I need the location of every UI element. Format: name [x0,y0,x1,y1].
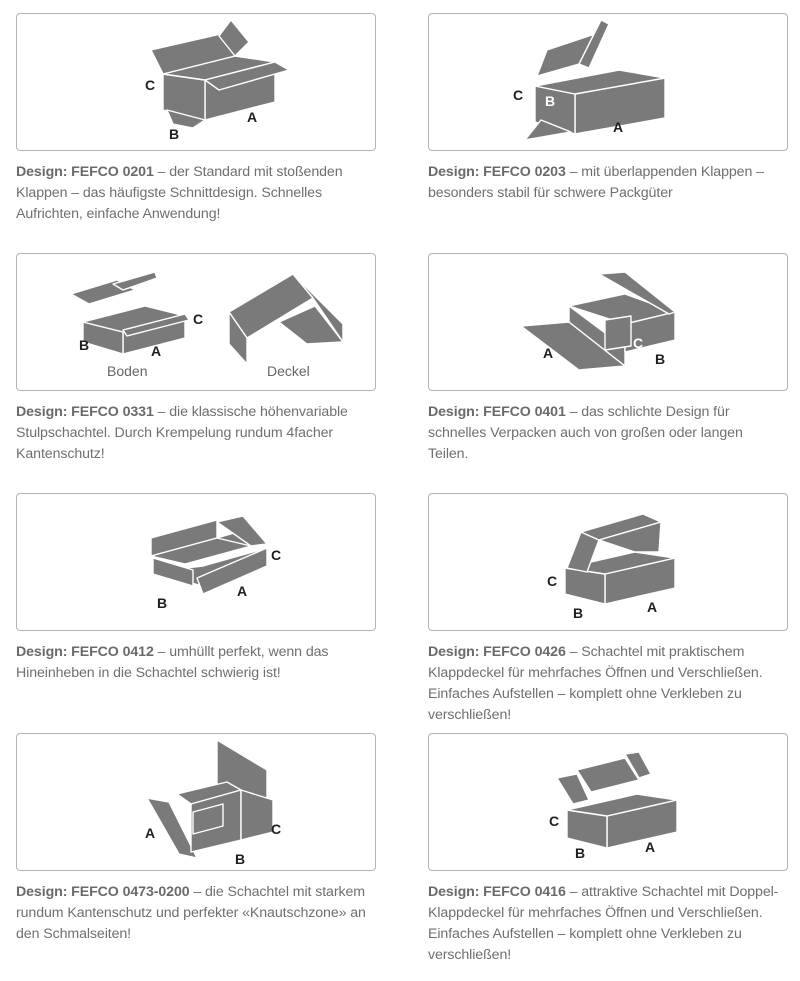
label-a: A [647,599,658,615]
label-c: C [547,573,558,589]
fefco-0203-box-icon [429,14,787,150]
design-text: – umhüllt perfekt, wenn das Hineinheben in die Schachtel schwierig ist! [16,644,329,681]
design-description [428,162,790,204]
design-card-fefco-0201 [16,13,376,225]
design-title: Design: FEFCO 0203 [428,164,566,180]
label-a: A [645,839,656,855]
label-b: B [79,337,90,353]
label-a: A [247,109,258,125]
label-b: B [545,93,556,109]
design-title: Design: FEFCO 0416 [428,884,566,900]
design-text: – mit überlappenden Klappen – besonders stabil für schwere Packgüter [428,164,764,201]
design-text: – Schachtel mit praktischem Klappdeckel für mehrfaches Öffnen und Verschließen. Einfaches Aufstellen – komplett ohne Verkleben zu verschließen! [428,644,763,723]
design-title: Design: FEFCO 0331 [16,404,154,420]
design-text: – der Standard mit stoßenden Klappen – das häufigste Schnittdesign. Schnelles Aufrichten, einfache Anwendung! [16,164,343,222]
design-card-fefco-0401 [428,253,788,465]
design-card-fefco-0412 [16,493,376,684]
fefco-0401-box-icon [429,254,787,390]
label-c: C [633,335,644,351]
label-b: B [655,351,666,367]
label-a: A [151,343,162,359]
design-title: Design: FEFCO 0201 [16,164,154,180]
design-card-fefco-0331 [16,253,376,465]
fefco-0412-box-icon [17,494,375,630]
design-title: Design: FEFCO 0473-0200 [16,884,190,900]
design-title: Design: FEFCO 0426 [428,644,566,660]
design-text: – die Schachtel mit starkem rundum Kantenschutz und perfekter «Knautschzone» an den Schmalseiten! [16,884,366,942]
design-card-fefco-0473-0200 [16,733,376,945]
design-title: Design: FEFCO 0412 [16,644,154,660]
caption-boden: Boden [107,363,148,379]
design-text: – die klassische höhenvariable Stulpschachtel. Durch Krempelung rundum 4facher Kantenschutz! [16,404,348,462]
design-description [16,642,378,684]
design-card-fefco-0203 [428,13,788,204]
illustration-frame [16,493,376,631]
design-text: – das schlichte Design für schnelles Verpacken auch von großen oder langen Teilen. [428,404,743,462]
label-c: C [549,813,560,829]
label-c: C [271,821,282,837]
design-text: – attraktive Schachtel mit Doppel- Klappdeckel für mehrfaches Öffnen und Verschließen. Einfaches Aufstellen – komplett ohne Verkleben zu verschließen! [428,884,779,963]
illustration-frame [428,733,788,871]
label-b: B [235,851,246,867]
fefco-0473-0200-box-icon [17,734,375,870]
design-title: Design: FEFCO 0401 [428,404,566,420]
illustration-frame [16,13,376,151]
fefco-0416-box-icon [429,734,787,870]
design-description [16,162,378,225]
label-c: C [513,87,524,103]
illustration-frame [16,733,376,871]
label-b: B [169,126,180,142]
fefco-0201-box-icon [17,14,375,150]
fefco-0331-box-icon [17,254,375,390]
label-c: C [145,77,156,93]
design-description [16,402,378,465]
design-description [16,882,378,945]
design-description [428,882,790,966]
design-description [428,642,790,726]
label-a: A [237,583,248,599]
label-a: A [543,345,554,361]
label-a: A [145,825,156,841]
illustration-frame [428,253,788,391]
label-c: C [193,311,204,327]
illustration-frame [16,253,376,391]
illustration-frame [428,13,788,151]
label-b: B [575,845,586,861]
label-c: C [271,547,282,563]
caption-deckel: Deckel [267,363,310,379]
design-description [428,402,790,465]
label-a: A [613,119,624,135]
design-card-fefco-0426 [428,493,788,726]
label-b: B [157,595,168,611]
design-card-fefco-0416 [428,733,788,966]
illustration-frame [428,493,788,631]
label-b: B [573,605,584,621]
fefco-0426-box-icon [429,494,787,630]
